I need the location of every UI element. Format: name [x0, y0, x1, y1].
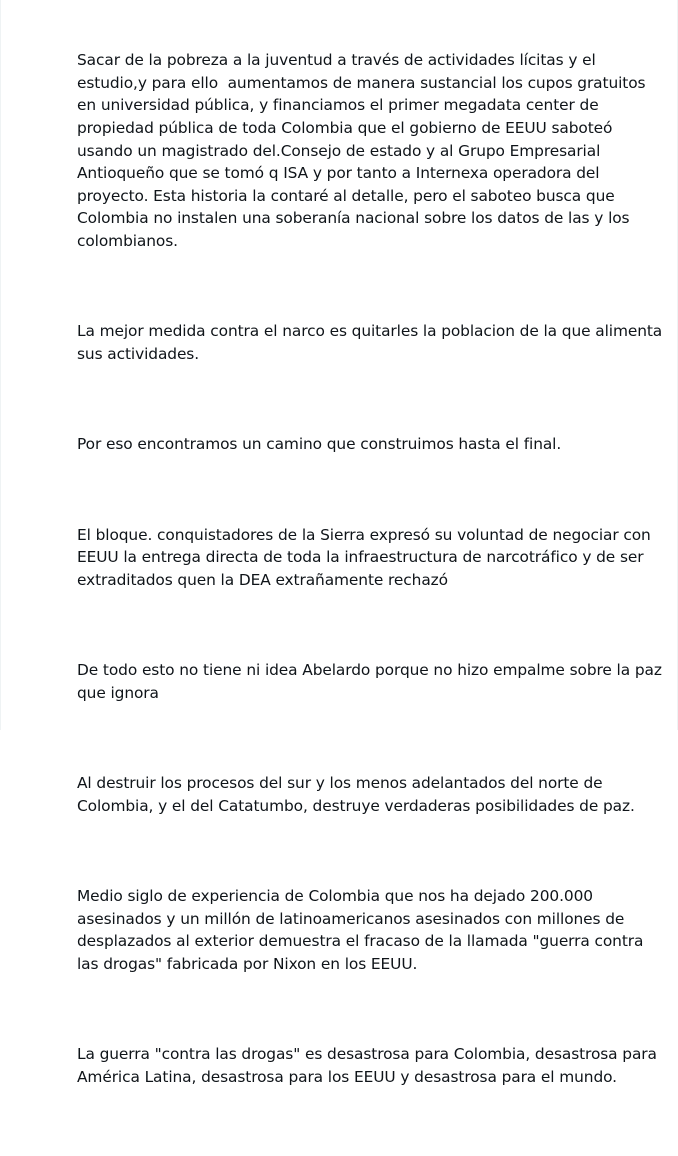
post-paragraph: Sacar de la pobreza a la juventud a través de actividades lícitas y el estudio,y para ello aumentamos de manera sustancial los cupos gratuitos en universidad pública, y financiamos el primer megadata center de propiedad pública de toda Colombia que el gobierno de EEUU saboteó usando un magistrado del.Consejo de estado y al Grupo Empresarial Antioqueño que se tomó q ISA y por tanto a Internexa operadora del proyecto. Esta historia la contaré al detalle, pero el saboteo busca que Colombia no instalen una soberanía nacional sobre los datos de las y los colombianos. [77, 51, 651, 250]
post-paragraph: Medio siglo de experiencia de Colombia que nos ha dejado 200.000 asesinados y un millón de latinoamericanos asesinados con millones de desplazados al exterior demuestra el fracaso de la llamada "guerra contra las drogas" fabricada por Nixon en los EEUU. [77, 887, 649, 973]
post-paragraph: La mejor medida contra el narco es quitarles la poblacion de la que alimenta sus actividades. [77, 322, 667, 363]
post-paragraph: De todo esto no tiene ni idea Abelardo porque no hizo empalme sobre la paz que ignora [77, 661, 667, 702]
post-paragraph: Al destruir los procesos del sur y los menos adelantados del norte de Colombia, y el del Catatumbo, destruye verdaderas posibilidades de paz. [77, 774, 635, 815]
post-paragraph: El bloque. conquistadores de la Sierra expresó su voluntad de negociar con EEUU la entrega directa de toda la infraestructura de narcotráfico y de ser extraditados quen la DEA extrañamente rechazó [77, 525, 656, 589]
post-text [77, 4, 667, 1156]
post-paragraph: Por eso encontramos un camino que construimos hasta el final. [77, 435, 562, 454]
post-paragraph: La guerra "contra las drogas" es desastrosa para Colombia, desastrosa para América Latina, desastrosa para los EEUU y desastrosa para el mundo. [77, 1045, 662, 1086]
